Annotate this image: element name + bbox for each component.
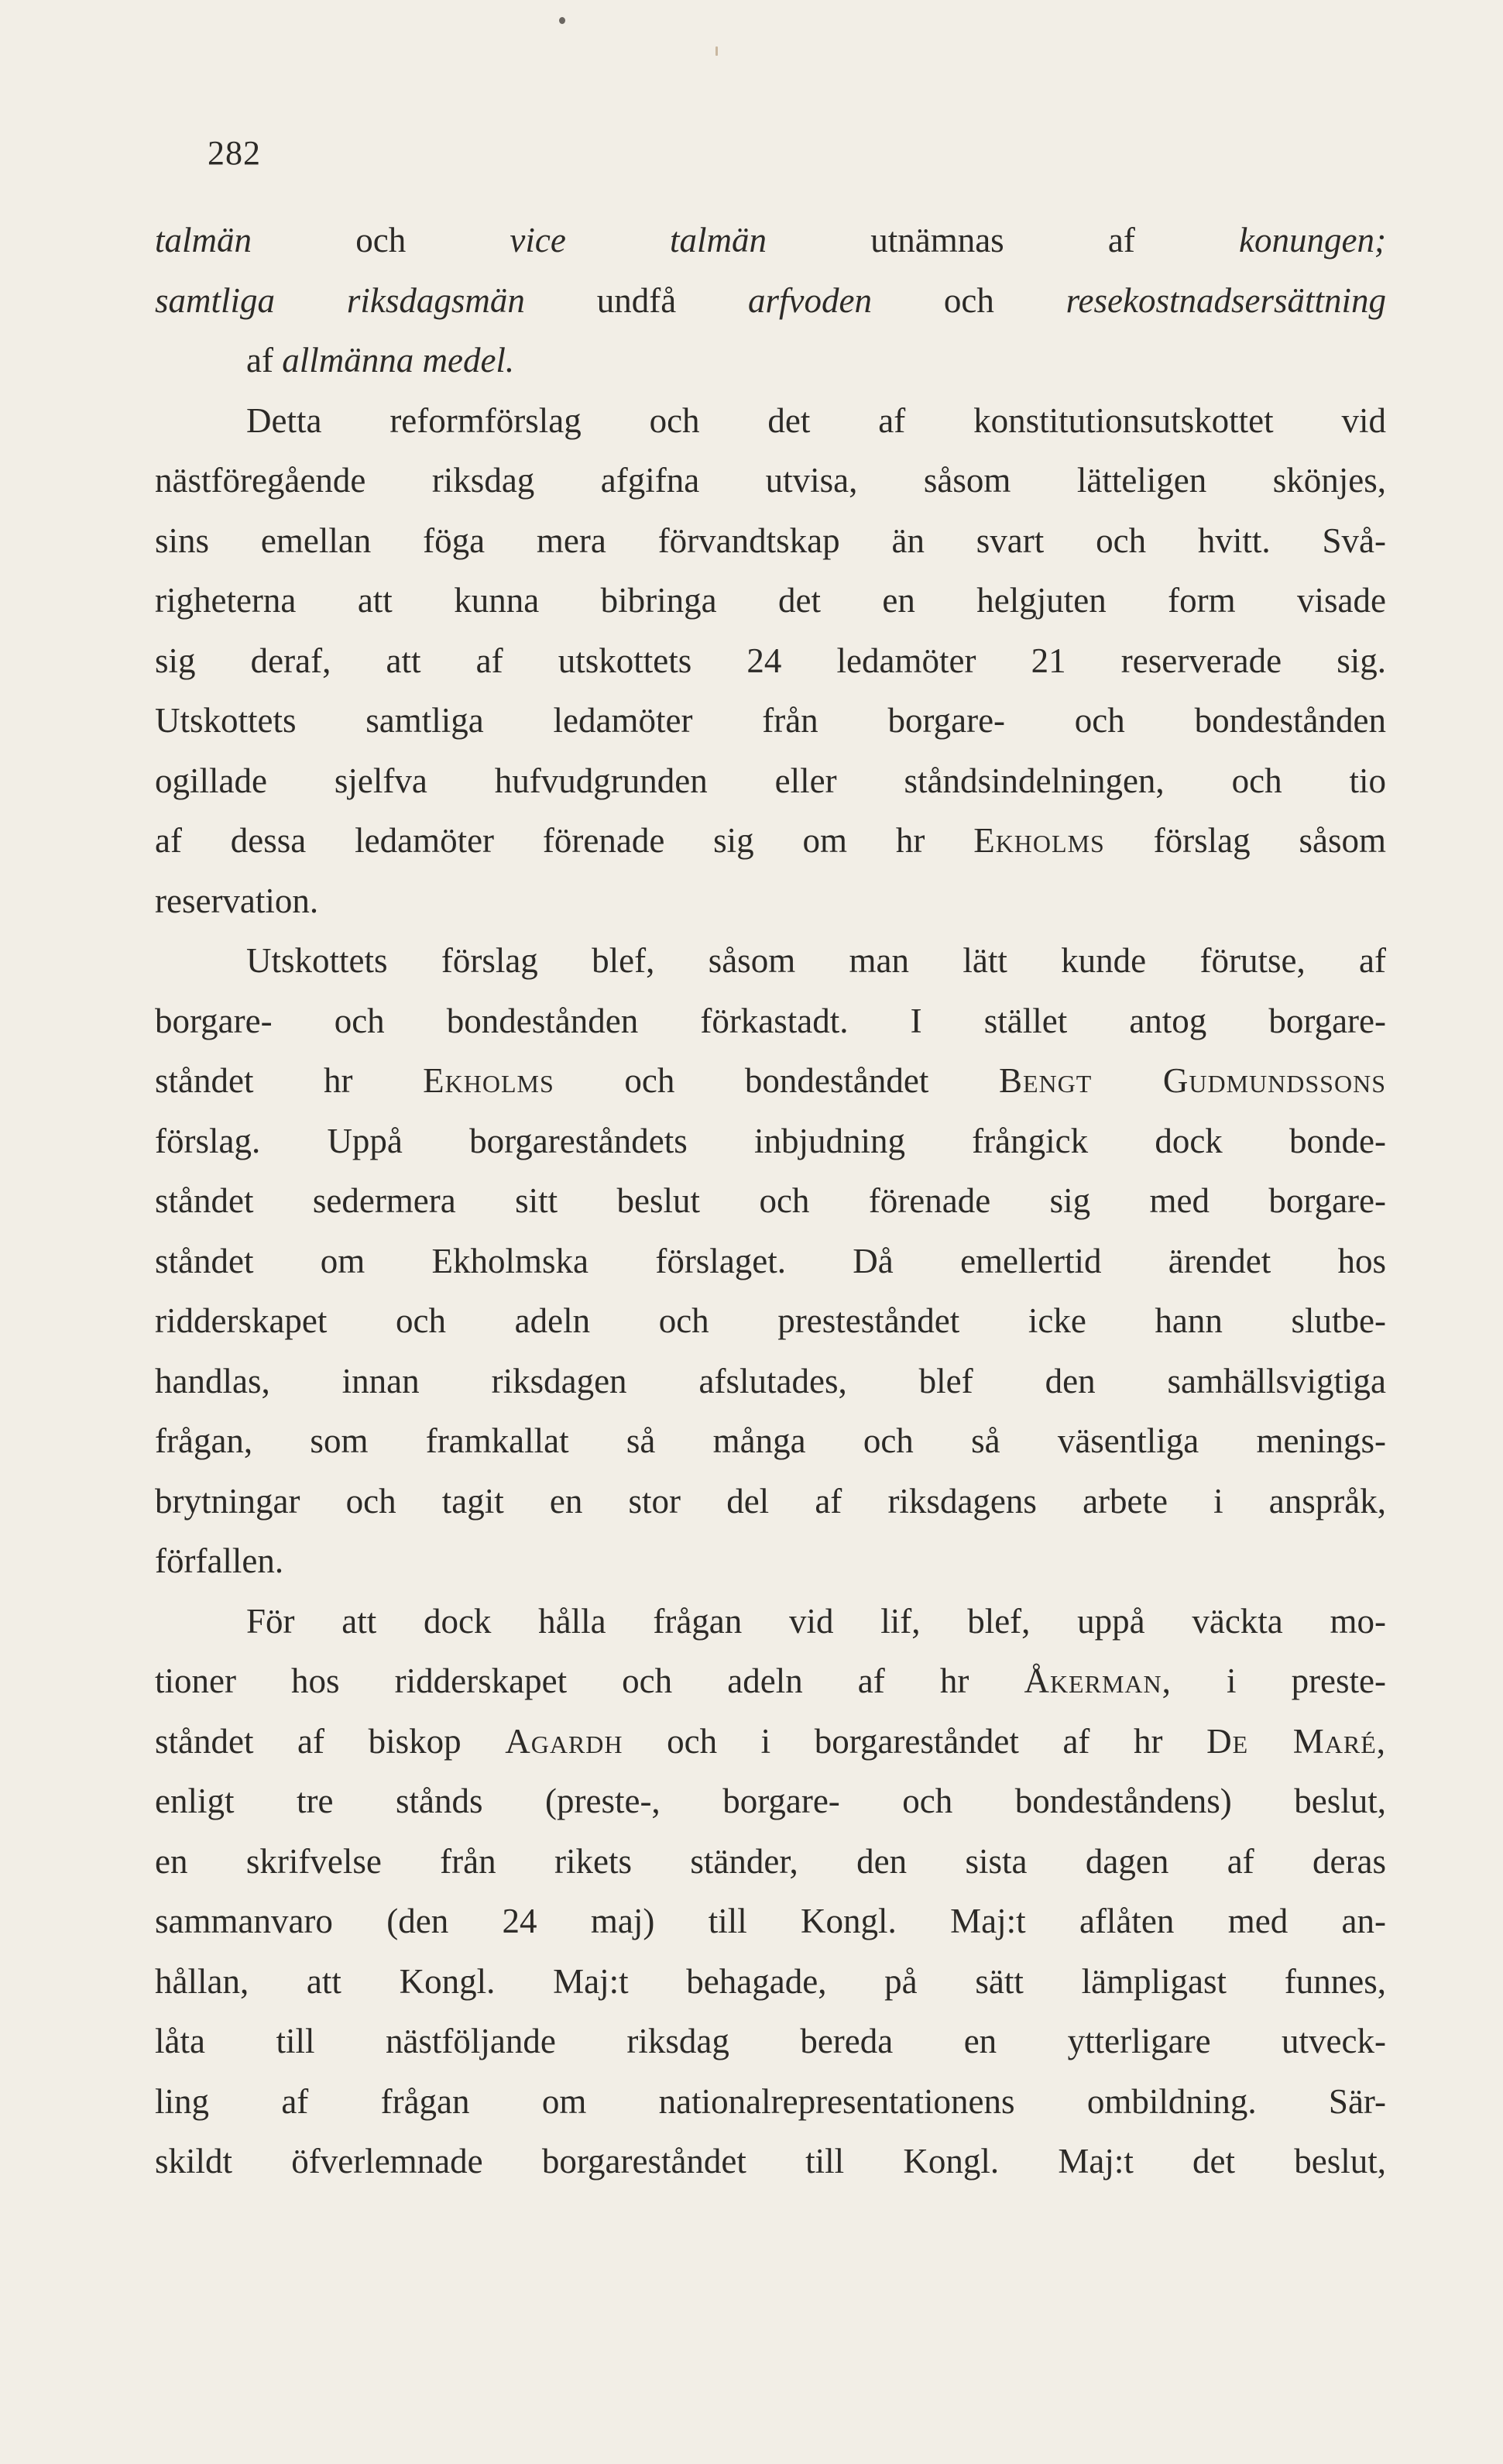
text-segment: brytningar och tagit en stor del af riksdagens arbete i anspråk, <box>155 1481 1386 1521</box>
text-segment: ling af frågan om nationalrepresentationens ombildning. Sär- <box>155 2081 1386 2121</box>
text-segment: Utskottets förslag blef, såsom man lätt kunde förutse, af <box>246 941 1386 980</box>
text-segment: och <box>872 280 1066 320</box>
text-segment: en skrifvelse från rikets ständer, den sista dagen af deras <box>155 1841 1386 1881</box>
text-segment: och bondeståndet <box>554 1061 999 1100</box>
body-text <box>155 211 1386 2192</box>
text-segment: af <box>246 341 283 380</box>
text-segment: reservation. <box>155 881 319 920</box>
text-segment: förslag. Uppå borgareståndets inbjudning frångick dock bonde- <box>155 1121 1386 1160</box>
text-segment: tioner hos ridderskapet och adeln af hr <box>155 1662 1024 1700</box>
text-line <box>155 1892 1386 1952</box>
text-line <box>155 211 1386 271</box>
text-segment: ogillade sjelfva hufvudgrunden eller ståndsindelningen, och tio <box>155 761 1386 800</box>
text-segment: och <box>252 221 510 259</box>
text-segment: righeterna att kunna bibringa det en helgjuten form visade <box>155 581 1386 620</box>
text-segment: För att dock hålla frågan vid lif, blef, uppå väckta mo- <box>246 1601 1386 1641</box>
text-line <box>155 811 1386 871</box>
text-segment: Ekholms <box>973 821 1105 860</box>
text-line <box>155 1651 1386 1712</box>
text-segment: sammanvaro (den 24 maj) till Kongl. Maj:t aflåten med an- <box>155 1902 1386 1940</box>
text-segment: enligt tre stånds (preste-, borgare- och bondeståndens) beslut, <box>155 1782 1386 1820</box>
text-segment: handlas, innan riksdagen afslutades, blef den samhällsvigtiga <box>155 1361 1386 1400</box>
text-segment: undfå <box>524 280 749 320</box>
text-line <box>155 331 1386 391</box>
text-segment: samtliga riksdagsmän <box>155 280 525 320</box>
text-line <box>155 991 1386 1052</box>
text-line <box>155 571 1386 631</box>
text-line <box>155 751 1386 812</box>
text-segment: ståndet hr <box>155 1061 424 1100</box>
text-line <box>155 1472 1386 1532</box>
text-line <box>155 391 1386 452</box>
text-segment: Ekholms <box>423 1061 554 1100</box>
text-line <box>155 2072 1386 2132</box>
text-segment: Utskottets samtliga ledamöter från borgare- och bondestånden <box>155 701 1386 740</box>
page-number: 282 <box>208 134 261 172</box>
text-line <box>155 2012 1386 2072</box>
text-segment: förslag såsom <box>1104 821 1386 860</box>
text-segment: ståndet af biskop <box>155 1721 506 1761</box>
text-segment: borgare- och bondestånden förkastadt. I stället antog borgare- <box>155 1001 1386 1040</box>
text-segment: hållan, att Kongl. Maj:t behagade, på sätt lämpligast funnes, <box>155 1961 1386 2001</box>
text-line <box>155 1352 1386 1412</box>
text-line <box>155 1592 1386 1652</box>
text-line <box>155 511 1386 572</box>
text-segment: ståndet om Ekholmska förslaget. Då emellertid ärendet hos <box>155 1241 1386 1280</box>
text-line <box>155 1411 1386 1472</box>
text-segment: sins emellan föga mera förvandtskap än svart och hvitt. Svå- <box>155 521 1386 560</box>
text-segment: och i borgareståndet af hr <box>623 1721 1207 1761</box>
text-line <box>155 451 1386 511</box>
text-segment: De Maré, <box>1206 1721 1386 1761</box>
text-segment: låta till nästföljande riksdag bereda en ytterligare utveck- <box>155 2022 1386 2060</box>
text-segment: allmänna medel. <box>282 341 515 380</box>
text-segment: nästföregående riksdag afgifna utvisa, såsom lätteligen skönjes, <box>155 461 1386 500</box>
text-line <box>155 871 1386 932</box>
text-segment: Bengt Gudmundssons <box>998 1061 1386 1100</box>
text-segment: frågan, som framkallat så många och så väsentliga menings- <box>155 1421 1386 1460</box>
text-segment: Åkerman, <box>1024 1662 1172 1700</box>
text-line <box>155 1112 1386 1172</box>
text-segment: Detta reformförslag och det af konstitutionsutskottet vid <box>246 400 1386 440</box>
text-line <box>155 1051 1386 1112</box>
text-segment: i preste- <box>1171 1662 1387 1700</box>
text-segment: ståndet sedermera sitt beslut och förenade sig med borgare- <box>155 1181 1386 1220</box>
ink-speck <box>559 17 565 24</box>
text-segment: ridderskapet och adeln och presteståndet icke hann slutbe- <box>155 1301 1386 1340</box>
text-segment: förfallen. <box>155 1541 284 1580</box>
text-segment: utnämnas af <box>767 221 1240 259</box>
text-line <box>155 1952 1386 2012</box>
text-line <box>155 691 1386 751</box>
text-segment: vice talmän <box>510 221 767 259</box>
text-segment: konungen; <box>1239 221 1386 259</box>
text-segment: sig deraf, att af utskottets 24 ledamöter 21 reserverade sig. <box>155 641 1386 680</box>
text-line <box>155 931 1386 991</box>
text-line <box>155 1772 1386 1832</box>
text-line <box>155 271 1386 332</box>
text-segment: Agardh <box>505 1721 623 1761</box>
text-line <box>155 1291 1386 1352</box>
text-segment: af dessa ledamöter förenade sig om hr <box>155 821 974 860</box>
text-line <box>155 1171 1386 1232</box>
text-segment: skildt öfverlemnade borgareståndet till Kongl. Maj:t det beslut, <box>155 2142 1386 2180</box>
text-line <box>155 2132 1386 2192</box>
text-segment: arfvoden <box>748 280 872 320</box>
text-line <box>155 1531 1386 1592</box>
text-segment: resekostnadsersättning <box>1065 280 1386 320</box>
text-line <box>155 631 1386 692</box>
text-line <box>155 1832 1386 1892</box>
text-line <box>155 1712 1386 1772</box>
text-line <box>155 1232 1386 1292</box>
text-segment: talmän <box>155 221 252 259</box>
ink-speck <box>715 46 718 56</box>
